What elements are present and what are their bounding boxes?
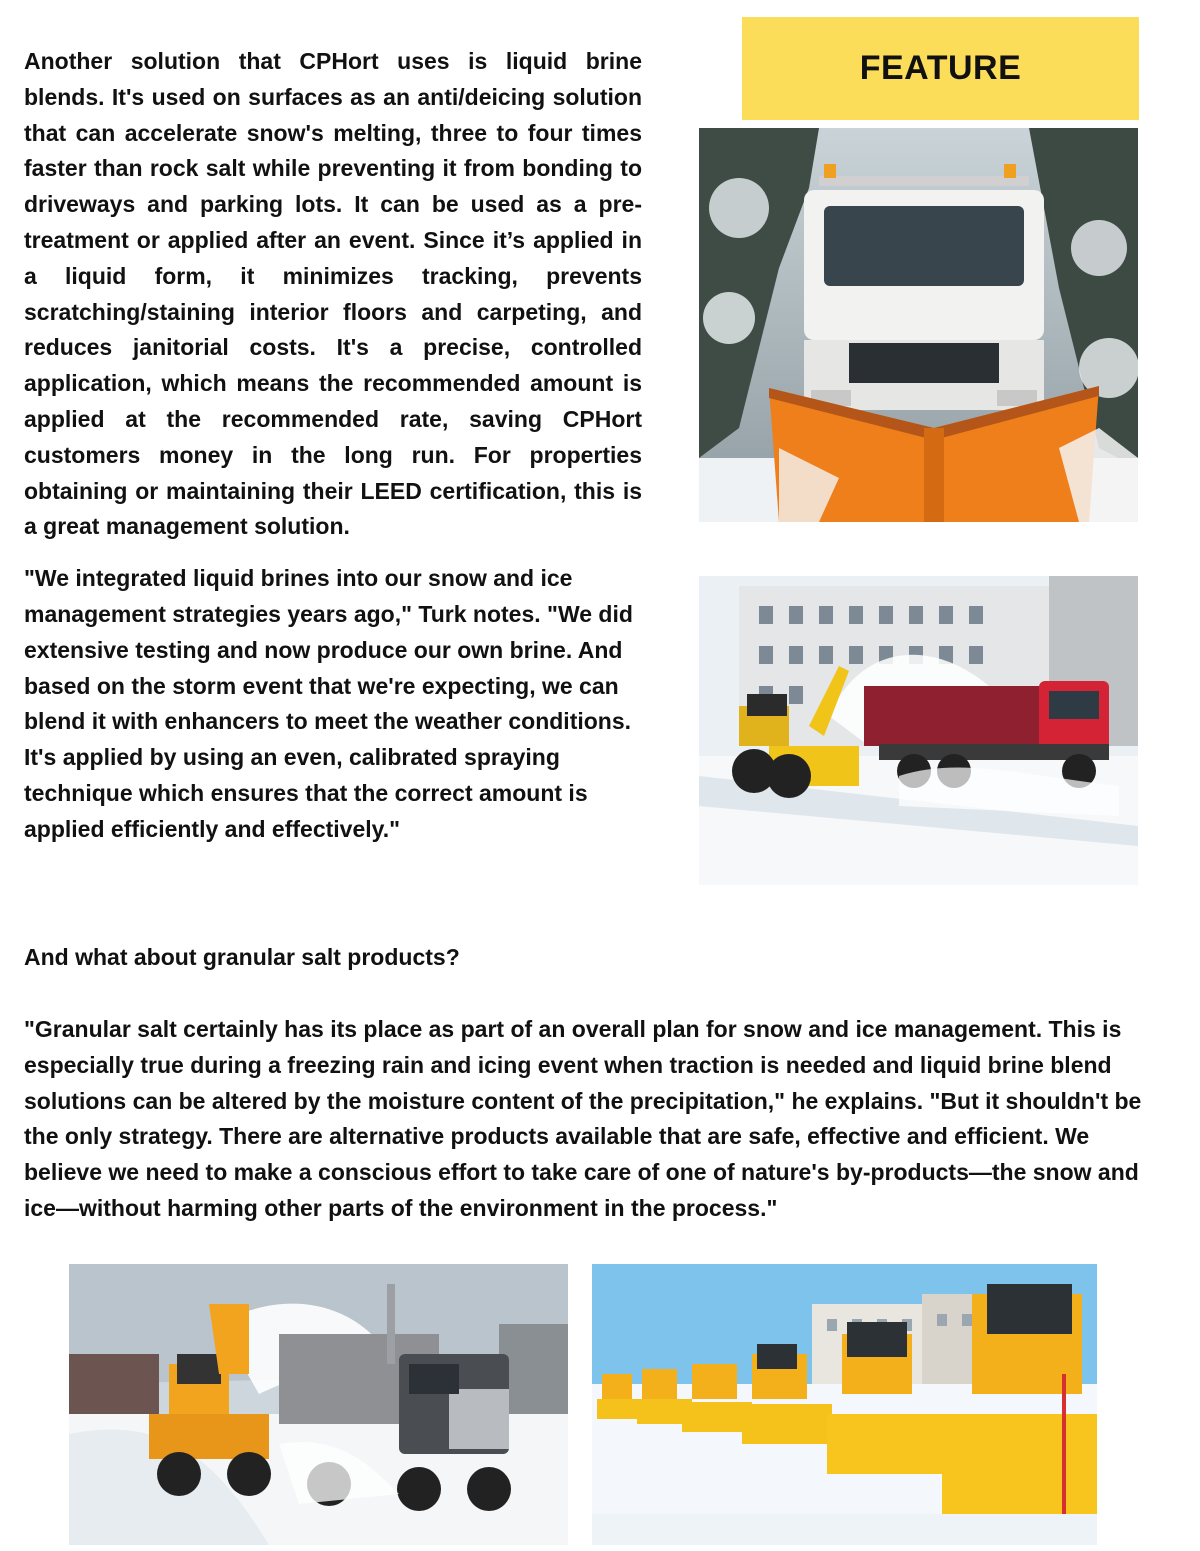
photo-snow-plow-truck <box>699 128 1138 522</box>
article-full-width <box>24 1012 1164 1227</box>
article-paragraph-granular-salt: "Granular salt certainly has its place as part of an overall plan for snow and ice management. This is especially true during a freezing rain and icing event when traction is needed and liquid brine blend solutions can be altered by the moisture content of the precipitation," he explains. "But it shouldn't be the only strategy. There are alternative products available that are safe, effective and efficient. We believe we need to make a conscious effort to take care of one of nature's by-products—the snow and ice—without harming other parts of the environment in the process." <box>24 1016 1142 1221</box>
article-paragraph-brine: Another solution that CPHort uses is liquid brine blends. It's used on surfaces as an anti/deicing solution that can accelerate snow's melting, three to four times faster than rock salt while preventing it from bonding to driveways and parking lots. It can be used as a pre-treatment or applied after an event. Since it’s applied in a liquid form, it minimizes tracking, prevents scratching/staining interior floors and carpeting, and reduces janitorial costs. It's a precise, controlled application, which means the recommended amount is applied at the recommended rate, saving CPHort customers money in the long run. For properties obtaining or maintaining their LEED certification, this is a great management solution. <box>24 48 642 540</box>
photo-yellow-loaders-row <box>592 1264 1097 1545</box>
photo-snowblower-red-truck <box>699 576 1138 885</box>
article-paragraph-quote: "We integrated liquid brines into our snow and ice management strategies years ago," Turk notes. "We did extensive testing and now produce our own brine. And based on the storm event that we're expecting, we can blend it with enhancers to meet the weather conditions. It's applied by using an even, calibrated spraying technique which ensures that the correct amount is applied efficiently and effectively." <box>24 565 633 842</box>
article-left-column <box>24 44 642 864</box>
feature-banner <box>742 17 1139 120</box>
question-block <box>24 940 1164 976</box>
feature-label: FEATURE <box>859 49 1022 87</box>
photo-snowblower-semi-truck <box>69 1264 568 1545</box>
article-question: And what about granular salt products? <box>24 944 460 970</box>
